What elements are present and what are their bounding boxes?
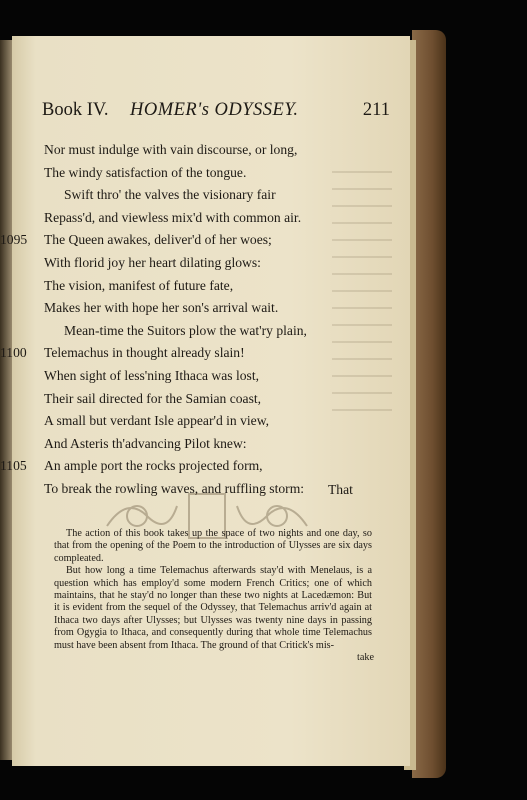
verse-line: With florid joy her heart dilating glows: <box>44 255 261 270</box>
line-number: 1095 <box>0 232 28 248</box>
running-title: HOMER's ODYSSEY. <box>130 100 299 120</box>
note-paragraph: But how long a time Telemachus afterwards stay'd with Menelaus, is a question which has employ'd some modern French Critics; one of which maintains, that he stay'd no longer than these two nights at Lacedæmon: But it is evident from the sequel of the Odyssey, that Telemachus arriv'd again at Ithaca two days after Ulysses; but Ulysses was twenty nine days in passing from Ogygia to Ithaca, and consequently during that whole time Telemachus must have been absent from Ithaca. The ground of that Critick's mis- <box>54 565 372 651</box>
book-page <box>0 36 410 766</box>
verse-line: The Queen awakes, deliver'd of her woes; <box>44 232 272 248</box>
line-number: 1105 <box>0 458 27 474</box>
catchword: That <box>328 482 353 497</box>
verse-line: An ample port the rocks projected form, <box>44 458 263 474</box>
verse-line: Telemachus in thought already slain! <box>44 345 245 361</box>
book-number: Book IV. <box>42 100 109 120</box>
verse-line: Mean-time the Suitors plow the wat'ry plain, <box>64 322 307 338</box>
book-cover <box>412 30 446 778</box>
verse-line: And Asteris th'advancing Pilot knew: <box>44 435 247 451</box>
verse-line: To break the rowling waves, and ruffling storm: <box>44 481 305 496</box>
verse-line: When sight of less'ning Ithaca was lost, <box>44 368 259 383</box>
show-through <box>332 171 392 421</box>
line-number: 1100 <box>0 345 27 361</box>
verse-line: Swift thro' the valves the visionary fair <box>64 187 276 203</box>
verse-line: The windy satisfaction of the tongue. <box>44 164 247 180</box>
verse-line: A small but verdant Isle appear'd in view, <box>44 413 270 429</box>
footnotes <box>54 528 372 664</box>
notes-catchword: take <box>357 652 374 664</box>
verse-line: The vision, manifest of future fate, <box>44 277 234 293</box>
verse-line: Their sail directed for the Samian coast, <box>44 390 262 406</box>
verse-line: Nor must indulge with vain discourse, or long, <box>44 142 298 157</box>
page-number: 211 <box>362 100 390 120</box>
verse-line: Repass'd, and viewless mix'd with common air. <box>44 209 302 225</box>
verse-line: Makes her with hope her son's arrival wait. <box>44 300 279 316</box>
note-paragraph: The action of this book takes up the space of two nights and one day, so that from the opening of the Poem to the introduction of Ulysses are six days compleated. <box>54 528 372 564</box>
